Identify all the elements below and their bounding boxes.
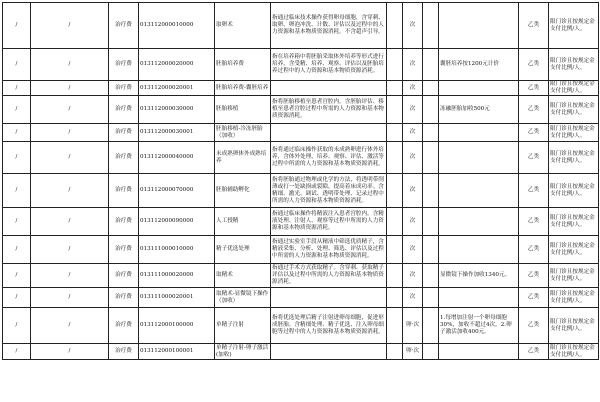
unit-cell: 次 xyxy=(403,142,423,174)
exclusion-cell xyxy=(387,142,403,174)
item-description-cell xyxy=(271,288,387,308)
table-row xyxy=(3,142,599,174)
row-marker-2: / xyxy=(31,49,109,81)
payment-rule-cell: 限门诊且按规定金支付比例/人。 xyxy=(549,96,599,124)
row-marker-1: / xyxy=(3,288,31,308)
row-marker-2: / xyxy=(31,236,109,264)
unit-cell: 次 xyxy=(403,264,423,288)
fee-schedule-table xyxy=(2,2,599,360)
row-marker-1: / xyxy=(3,208,31,236)
table-row xyxy=(3,81,599,96)
unit-cell: 次 xyxy=(403,124,423,142)
row-marker-2: / xyxy=(31,174,109,208)
payment-rule-cell: 限门诊且按规定金支付比例/人。 xyxy=(549,49,599,81)
note-cell xyxy=(439,174,519,208)
item-code-cell: 013112000020000 xyxy=(139,49,215,81)
item-description-cell xyxy=(271,81,387,96)
insurance-grade-cell: 乙类 xyxy=(519,288,549,308)
insurance-grade-cell: 乙类 xyxy=(519,264,549,288)
note-cell: 囊胚培养按1200元计价 xyxy=(439,49,519,81)
exclusion-cell xyxy=(387,264,403,288)
note-cell xyxy=(439,142,519,174)
row-marker-1: / xyxy=(3,174,31,208)
unit-cell: 卵·次 xyxy=(403,344,423,360)
price-cell xyxy=(423,236,439,264)
note-cell xyxy=(439,344,519,360)
item-description-cell: 指将优选处理后精子注射进卵母细胞，促进形成胚胎。含精细处理、精子优选、注入卵母细胞等过程中的人力资源和基本物质资源消耗。 xyxy=(271,308,387,344)
category-cell: 治疗费 xyxy=(109,288,139,308)
item-code-cell: 013112000100000 xyxy=(139,308,215,344)
item-name-cell: 胚胎培养费 xyxy=(215,49,271,81)
unit-cell: 次 xyxy=(403,96,423,124)
row-marker-2: / xyxy=(31,142,109,174)
unit-cell: 次 xyxy=(403,236,423,264)
note-cell xyxy=(439,288,519,308)
item-name-cell: 胚胎辅助孵化 xyxy=(215,174,271,208)
item-name-cell: 胚胎培养费-囊胚培养 xyxy=(215,81,271,96)
item-description-cell: 指将胚胎通过物理或化学的方法，将透明带削薄或打一处缺损或裂隙，提高着床成功率。含精细、激光、调试、透明带处理、记录过程中所需的人力资源和基本物质资源消耗。 xyxy=(271,174,387,208)
category-cell: 治疗费 xyxy=(109,174,139,208)
payment-rule-cell: 限门诊且按规定金支付比例/人。 xyxy=(549,208,599,236)
item-name-cell: 人工授精 xyxy=(215,208,271,236)
price-cell xyxy=(423,49,439,81)
price-cell xyxy=(423,288,439,308)
row-marker-2: / xyxy=(31,124,109,142)
item-code-cell: 013112000030000 xyxy=(139,96,215,124)
category-cell: 治疗费 xyxy=(109,49,139,81)
item-code-cell: 013112000040000 xyxy=(139,142,215,174)
note-cell xyxy=(439,208,519,236)
category-cell: 治疗费 xyxy=(109,81,139,96)
table-row xyxy=(3,236,599,264)
item-description-cell: 指在培养箱中将胚胎采取体外培养等形式进行培养，含受精、培养、观察、评估以及胚胎培养过程中的人力资源和基本物质资源消耗。 xyxy=(271,49,387,81)
exclusion-cell xyxy=(387,308,403,344)
insurance-grade-cell: 乙类 xyxy=(519,49,549,81)
insurance-grade-cell: 乙类 xyxy=(519,344,549,360)
table-row xyxy=(3,49,599,81)
payment-rule-cell: 限门诊且按规定金支付比例/人。 xyxy=(549,236,599,264)
insurance-grade-cell: 乙类 xyxy=(519,174,549,208)
unit-cell: 卵·次 xyxy=(403,308,423,344)
payment-rule-cell: 限门诊且按规定金支付比例/人。 xyxy=(549,308,599,344)
row-marker-1: / xyxy=(3,96,31,124)
item-code-cell: 013112000030001 xyxy=(139,124,215,142)
exclusion-cell xyxy=(387,81,403,96)
exclusion-cell xyxy=(387,96,403,124)
table-body xyxy=(3,3,599,360)
exclusion-cell xyxy=(387,49,403,81)
category-cell: 治疗费 xyxy=(109,344,139,360)
item-description-cell xyxy=(271,344,387,360)
table-row xyxy=(3,208,599,236)
price-cell xyxy=(423,174,439,208)
table-row xyxy=(3,174,599,208)
row-marker-2: / xyxy=(31,344,109,360)
category-cell: 治疗费 xyxy=(109,236,139,264)
item-code-cell: 013112000020001 xyxy=(139,81,215,96)
item-description-cell: 指通过临床技术操作获得卵母细胞，含穿刺、取卵、卵泡冲洗、计数、评估以及过程中的人力资源和基本物质资源消耗。不含超声引导。 xyxy=(271,3,387,49)
insurance-grade-cell: 乙类 xyxy=(519,124,549,142)
payment-rule-cell: 限门诊且按规定金支付比例/人。 xyxy=(549,344,599,360)
price-cell xyxy=(423,208,439,236)
table-row xyxy=(3,96,599,124)
note-cell: 1.每增加注射一个卵母细胞30%，加收不超过4次。2.卵子激活加收400元。 xyxy=(439,308,519,344)
category-cell: 治疗费 xyxy=(109,264,139,288)
row-marker-2: / xyxy=(31,308,109,344)
row-marker-2: / xyxy=(31,288,109,308)
note-cell xyxy=(439,236,519,264)
category-cell: 治疗费 xyxy=(109,142,139,174)
payment-rule-cell: 限门诊且按规定金支付比例/人。 xyxy=(549,288,599,308)
table-row xyxy=(3,344,599,360)
row-marker-1: / xyxy=(3,49,31,81)
item-code-cell: 013112000100001 xyxy=(139,344,215,360)
payment-rule-cell: 限门诊且按规定金支付比例/人。 xyxy=(549,142,599,174)
insurance-grade-cell: 乙类 xyxy=(519,208,549,236)
row-marker-1: / xyxy=(3,236,31,264)
note-cell: 显微镜下操作加收1340元。 xyxy=(439,264,519,288)
row-marker-1: / xyxy=(3,81,31,96)
item-description-cell: 指通过手术方式获取精子。含穿刺、获取精子评估以及过程中所需的人力资源和基本物质资源消耗。 xyxy=(271,264,387,288)
item-code-cell: 013111000020001 xyxy=(139,288,215,308)
row-marker-2: / xyxy=(31,264,109,288)
unit-cell: 次 xyxy=(403,49,423,81)
item-code-cell: 013112000010000 xyxy=(139,3,215,49)
payment-rule-cell: 限门诊且按规定金支付比例/人。 xyxy=(549,81,599,96)
table-row xyxy=(3,264,599,288)
price-cell xyxy=(423,308,439,344)
row-marker-1: / xyxy=(3,3,31,49)
item-name-cell: 单精子注射-卵子激活(加收) xyxy=(215,344,271,360)
exclusion-cell xyxy=(387,236,403,264)
row-marker-1: / xyxy=(3,124,31,142)
exclusion-cell xyxy=(387,208,403,236)
row-marker-1: / xyxy=(3,344,31,360)
price-cell xyxy=(423,264,439,288)
item-name-cell: 取卵术 xyxy=(215,3,271,49)
insurance-grade-cell: 乙类 xyxy=(519,142,549,174)
row-marker-1: / xyxy=(3,142,31,174)
item-name-cell: 取精术-显微镜下操作（加收） xyxy=(215,288,271,308)
exclusion-cell xyxy=(387,3,403,49)
item-name-cell: 未成熟卵体外成熟培养 xyxy=(215,142,271,174)
price-cell xyxy=(423,96,439,124)
category-cell: 治疗费 xyxy=(109,208,139,236)
item-description-cell xyxy=(271,124,387,142)
row-marker-2: / xyxy=(31,3,109,49)
exclusion-cell xyxy=(387,288,403,308)
insurance-grade-cell: 乙类 xyxy=(519,236,549,264)
unit-cell: 次 xyxy=(403,3,423,49)
note-cell: 冻融胚胎加收500元 xyxy=(439,96,519,124)
item-name-cell: 单精子注射 xyxy=(215,308,271,344)
table-row xyxy=(3,288,599,308)
note-cell xyxy=(439,81,519,96)
table-row xyxy=(3,3,599,49)
price-cell xyxy=(423,124,439,142)
item-code-cell: 013111000020000 xyxy=(139,264,215,288)
payment-rule-cell: 限门诊且按规定金支付比例/人。 xyxy=(549,124,599,142)
row-marker-2: / xyxy=(31,81,109,96)
item-description-cell: 指通过临床操作将精液注入患者宫腔内。含精液处理、注射人、观察等过程中所需的人力资源和基本物质资源消耗。 xyxy=(271,208,387,236)
category-cell: 治疗费 xyxy=(109,96,139,124)
unit-cell: 次 xyxy=(403,174,423,208)
payment-rule-cell: 限门诊且按规定金支付比例/人。 xyxy=(549,3,599,49)
row-marker-1: / xyxy=(3,308,31,344)
price-cell xyxy=(423,344,439,360)
insurance-grade-cell: 乙类 xyxy=(519,308,549,344)
category-cell: 治疗费 xyxy=(109,3,139,49)
item-name-cell: 精子优选处理 xyxy=(215,236,271,264)
table-row xyxy=(3,124,599,142)
item-name-cell: 胚胎移植 xyxy=(215,96,271,124)
item-description-cell: 指通过实验室手段从精液中筛选优质精子，含精液采集、分析、处理、筛选、评估以及过程中所需的人力资源和基本物质资源消耗。 xyxy=(271,236,387,264)
price-cell xyxy=(423,3,439,49)
item-name-cell: 取精术 xyxy=(215,264,271,288)
unit-cell: 次 xyxy=(403,81,423,96)
unit-cell: 次 xyxy=(403,288,423,308)
insurance-grade-cell: 乙类 xyxy=(519,96,549,124)
item-name-cell: 胚胎移植-冷冻胚胎（加收） xyxy=(215,124,271,142)
item-code-cell: 013111000010000 xyxy=(139,236,215,264)
exclusion-cell xyxy=(387,124,403,142)
note-cell xyxy=(439,3,519,49)
insurance-grade-cell: 乙类 xyxy=(519,81,549,96)
price-cell xyxy=(423,81,439,96)
item-description-cell: 指将通过临床操作获取的未成熟卵进行体外培养，含体外处理、培养、观察、评估、激活等过程中所需的人力资源和基本物质资源消耗。 xyxy=(271,142,387,174)
category-cell: 治疗费 xyxy=(109,308,139,344)
price-cell xyxy=(423,142,439,174)
category-cell: 治疗费 xyxy=(109,124,139,142)
exclusion-cell xyxy=(387,344,403,360)
item-code-cell: 013112000070000 xyxy=(139,174,215,208)
table-row xyxy=(3,308,599,344)
payment-rule-cell: 限门诊且按规定金支付比例/人。 xyxy=(549,264,599,288)
row-marker-2: / xyxy=(31,208,109,236)
exclusion-cell xyxy=(387,174,403,208)
row-marker-1: / xyxy=(3,264,31,288)
item-code-cell: 013112000090000 xyxy=(139,208,215,236)
row-marker-2: / xyxy=(31,96,109,124)
note-cell xyxy=(439,124,519,142)
item-description-cell: 指将胚胎移植至患者宫腔内。含胚胎评估、移植至患者宫腔过程中所需的人力资源和基本物质资源消耗。 xyxy=(271,96,387,124)
unit-cell: 次 xyxy=(403,208,423,236)
payment-rule-cell: 限门诊且按规定金支付比例/人。 xyxy=(549,174,599,208)
insurance-grade-cell: 乙类 xyxy=(519,3,549,49)
